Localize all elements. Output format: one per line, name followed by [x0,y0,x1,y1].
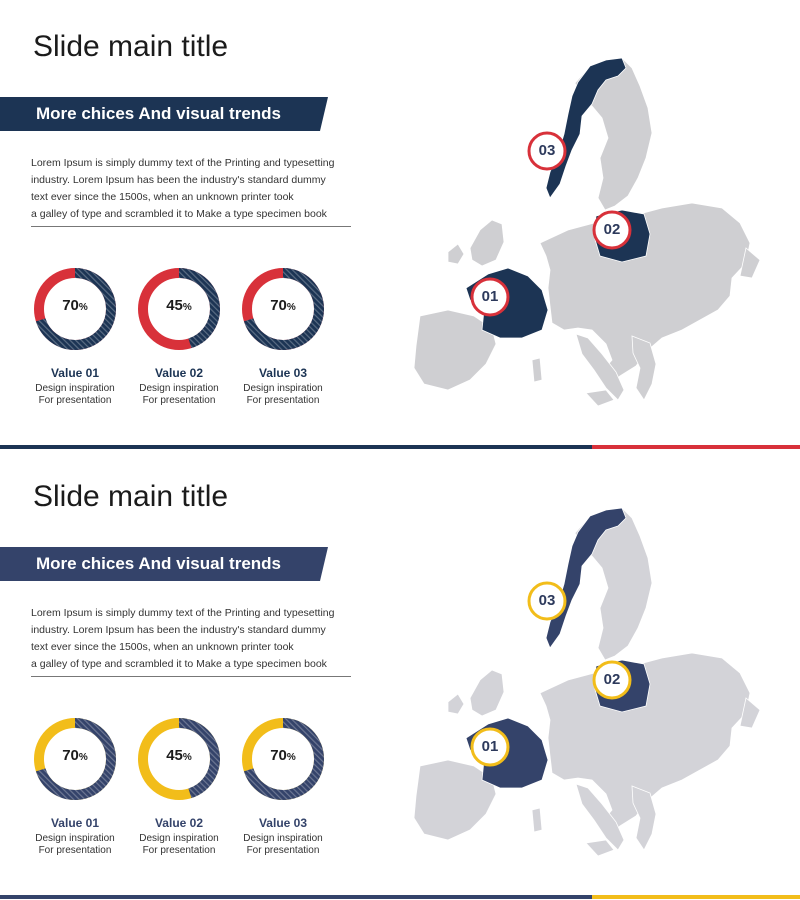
paragraph-line: industry. Lorem Ipsum has been the industry's standard dummy [31,174,326,186]
donut-percent-number: 45 [166,297,183,314]
marker-label: 02 [603,671,621,688]
marker-label: 01 [481,288,499,305]
donut-percent-unit: % [286,752,296,763]
map-marker-03 [527,581,567,621]
map-marker-02 [592,660,632,700]
donut-percent-label [31,297,119,314]
paragraph-line: industry. Lorem Ipsum has been the industry's standard dummy [31,624,326,636]
divider-line [31,226,351,227]
donut-chart-1 [31,715,119,803]
subtitle-banner [0,547,328,581]
donut-percent-unit: % [182,752,192,763]
footer-bar-accent [592,445,800,449]
map-region [448,694,464,714]
paragraph-line: a galley of type and scrambled it to Make a type specimen book [31,658,327,670]
value-title-1: Value 01 [50,816,100,830]
value-desc-line: For presentation [142,845,216,856]
marker-label: 02 [603,221,621,238]
donut-percent-number: 70 [270,297,287,314]
europe-map [400,38,770,408]
footer-bar-primary [0,895,592,899]
donut-chart-1 [31,265,119,353]
value-desc-3 [233,383,333,407]
map-region [586,390,614,406]
value-title-1: Value 01 [50,366,100,380]
donut-percent-label [135,297,223,314]
map-region [586,840,614,856]
slide-title: Slide main title [33,480,229,513]
donut-percent-unit: % [78,302,88,313]
value-desc-line: Design inspiration [243,383,323,394]
donut-percent-unit: % [182,302,192,313]
donut-chart-2 [135,715,223,803]
slide-title: Slide main title [33,30,229,63]
donut-percent-label [239,747,327,764]
donut-percent-number: 70 [62,747,79,764]
value-desc-line: Design inspiration [35,833,115,844]
value-desc-1 [25,833,125,857]
value-desc-line: For presentation [246,845,320,856]
paragraph-line: a galley of type and scrambled it to Make a type specimen book [31,208,327,220]
value-desc-line: For presentation [246,395,320,406]
donut-percent-label [135,747,223,764]
donut-percent-number: 45 [166,747,183,764]
paragraph-line: text ever since the 1500s, when an unknown printer took [31,641,294,653]
marker-label: 03 [538,142,556,159]
value-desc-line: Design inspiration [139,833,219,844]
map-region [532,358,542,382]
banner-text: More chices And visual trends [36,554,281,573]
value-desc-line: For presentation [38,845,112,856]
footer-bar-primary [0,445,592,449]
donut-chart-3 [239,715,327,803]
value-desc-3 [233,833,333,857]
marker-label: 03 [538,592,556,609]
map-marker-01 [470,277,510,317]
paragraph-line: text ever since the 1500s, when an unknown printer took [31,191,294,203]
paragraph-line: Lorem Ipsum is simply dummy text of the Printing and typesetting [31,157,335,169]
map-marker-01 [470,727,510,767]
value-desc-line: Design inspiration [35,383,115,394]
value-title-3: Value 03 [258,366,308,380]
value-desc-2 [129,833,229,857]
divider-line [31,676,351,677]
donut-chart-3 [239,265,327,353]
map-region [532,808,542,832]
value-desc-line: For presentation [38,395,112,406]
map-region [448,244,464,264]
value-desc-line: For presentation [142,395,216,406]
europe-map [400,488,770,858]
map-region [470,220,504,266]
value-desc-1 [25,383,125,407]
donut-percent-label [239,297,327,314]
footer-bar-accent [592,895,800,899]
value-desc-line: Design inspiration [243,833,323,844]
map-marker-03 [527,131,567,171]
paragraph-line: Lorem Ipsum is simply dummy text of the Printing and typesetting [31,607,335,619]
slide-2 [0,450,800,900]
donut-percent-number: 70 [270,747,287,764]
map-region [470,670,504,716]
donut-percent-number: 70 [62,297,79,314]
body-paragraph [31,155,335,223]
donut-chart-2 [135,265,223,353]
value-desc-2 [129,383,229,407]
map-marker-02 [592,210,632,250]
donut-percent-unit: % [78,752,88,763]
value-title-2: Value 02 [154,366,204,380]
subtitle-banner [0,97,328,131]
donut-percent-unit: % [286,302,296,313]
value-desc-line: Design inspiration [139,383,219,394]
value-title-3: Value 03 [258,816,308,830]
body-paragraph [31,605,335,673]
value-title-2: Value 02 [154,816,204,830]
marker-label: 01 [481,738,499,755]
banner-text: More chices And visual trends [36,104,281,123]
donut-percent-label [31,747,119,764]
